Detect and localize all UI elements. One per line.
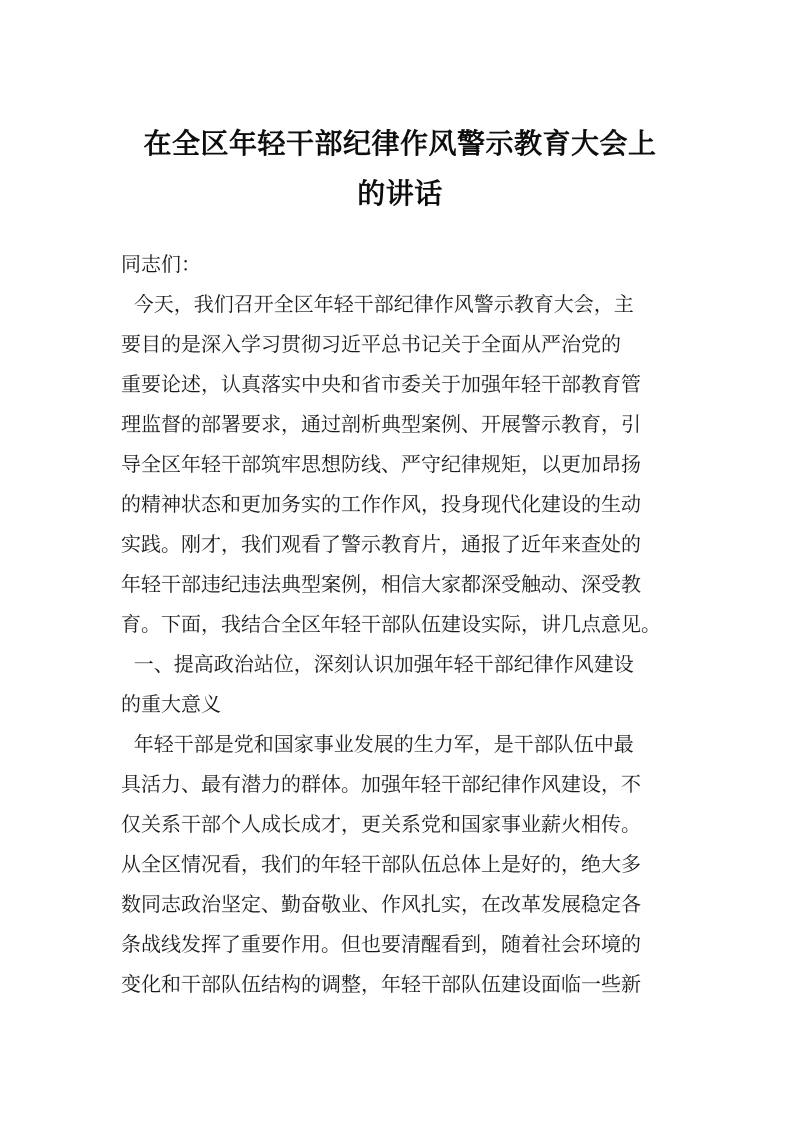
document-title-line-2: 的讲话 — [357, 177, 443, 210]
section-heading-line: 的重大意义 — [121, 692, 221, 716]
body-line: 年轻干部是党和国家事业发展的生力军，是干部队伍中最 — [121, 732, 634, 756]
body-line: 条战线发挥了重要作用。但也要清醒看到，随着社会环境的 — [121, 932, 641, 956]
body-line: 的精神状态和更加务实的工作作风，投身现代化建设的生动 — [121, 492, 641, 516]
body-line: 仅关系干部个人成长成才，更关系党和国家事业薪火相传。 — [121, 812, 641, 836]
section-heading-line: 一、提高政治站位，深刻认识加强年轻干部纪律作风建设 — [121, 652, 634, 676]
body-line: 变化和干部队伍结构的调整，年轻干部队伍建设面临一些新 — [121, 972, 641, 996]
body-line: 从全区情况看，我们的年轻干部队伍总体上是好的，绝大多 — [121, 852, 641, 876]
body-line: 数同志政治坚定、勤奋敬业、作风扎实，在改革发展稳定各 — [121, 892, 641, 916]
body-line: 实践。刚才，我们观看了警示教育片，通报了近年来查处的 — [121, 532, 641, 556]
body-line: 导全区年轻干部筑牢思想防线、严守纪律规矩，以更加昂扬 — [121, 452, 641, 476]
body-line: 育。下面，我结合全区年轻干部队伍建设实际，讲几点意见。 — [121, 612, 661, 636]
body-line: 理监督的部署要求，通过剖析典型案例、开展警示教育，引 — [121, 412, 641, 436]
document-title-line-1: 在全区年轻干部纪律作风警示教育大会上 — [143, 127, 657, 160]
body-line: 年轻干部违纪违法典型案例，相信大家都深受触动、深受教 — [121, 572, 641, 596]
body-line: 要目的是深入学习贯彻习近平总书记关于全面从严治党的 — [121, 332, 621, 356]
body-line: 今天，我们召开全区年轻干部纪律作风警示教育大会，主 — [121, 292, 634, 316]
salutation: 同志们： — [121, 252, 201, 276]
body-line: 具活力、最有潜力的群体。加强年轻干部纪律作风建设，不 — [121, 772, 641, 796]
body-line: 重要论述，认真落实中央和省市委关于加强年轻干部教育管 — [121, 372, 641, 396]
